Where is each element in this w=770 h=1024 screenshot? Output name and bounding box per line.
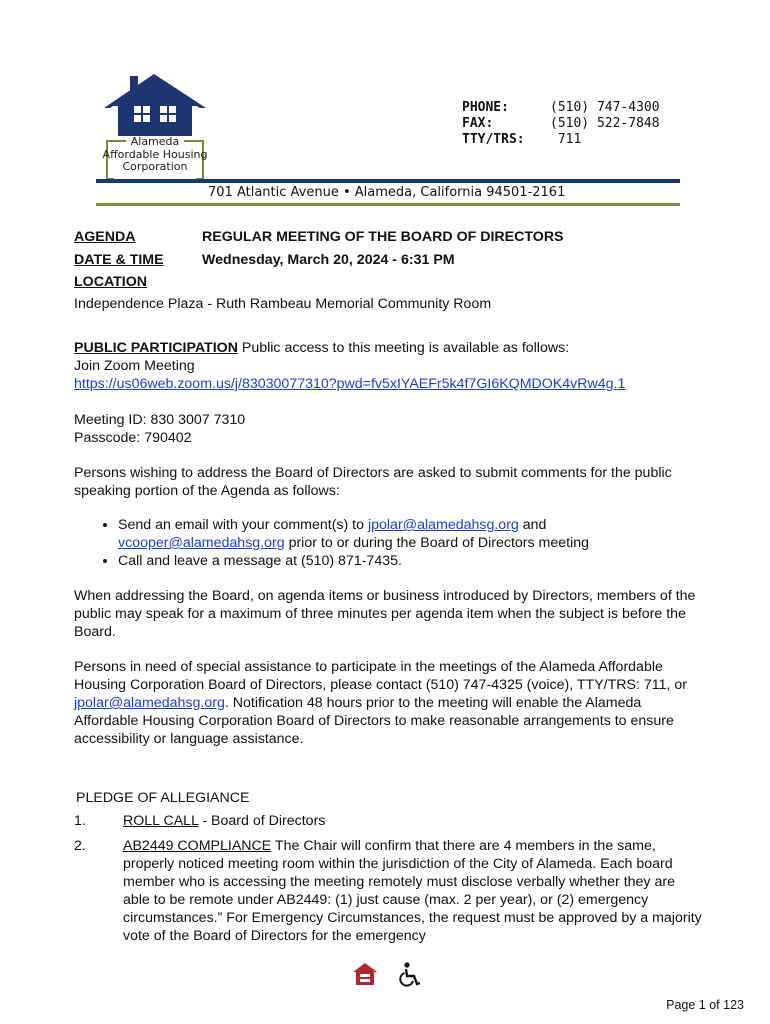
special-assistance-paragraph — [74, 658, 704, 748]
persons-wishing-paragraph: Persons wishing to address the Board of Directors are asked to submit comments for the public speaking portion of the Agenda as follows: — [74, 465, 672, 499]
item-text: - Board of Directors — [198, 813, 326, 829]
assist-text: Persons in need of special assistance to participate in the meetings of the Alameda Affordable Housing Corporation Board of Directors, please contact (510) 747-4325 (voice), TTY/TRS: 711, or — [74, 659, 687, 693]
ab2449-item — [123, 837, 703, 945]
meeting-id: Meeting ID: 830 3007 7310 — [74, 412, 246, 428]
org-address: 701 Atlantic Avenue • Alameda, California 94501-2161 — [208, 185, 566, 200]
logo-line: Corporation — [122, 160, 188, 173]
item-number: 2. — [74, 838, 86, 854]
contact-row — [462, 132, 660, 148]
contact-value: (510) 747-4300 — [550, 100, 660, 115]
agenda-label: AGENDA — [74, 229, 136, 245]
item-title: ROLL CALL — [123, 813, 199, 829]
public-participation — [74, 339, 704, 393]
equal-housing-icon — [352, 962, 378, 986]
assist-text: . Notification 48 hours prior to the meeting will enable the Alameda Affordable Housing Corporation Board of Directors to make reasonable arrangements to ensure accessibility or language assistance. — [74, 695, 674, 747]
zoom-label: Join Zoom Meeting — [74, 358, 195, 374]
email-link[interactable]: vcooper@alamedahsg.org — [118, 535, 285, 551]
bullet-text: and — [518, 517, 547, 533]
bullet-text: prior to or during the Board of Directors meeting — [284, 535, 590, 551]
pledge-heading: PLEDGE OF ALLEGIANCE — [76, 790, 250, 806]
comment-methods — [74, 516, 704, 570]
contact-label: PHONE: — [462, 100, 509, 115]
header-divider-blue — [96, 179, 680, 183]
addressing-board-paragraph: When addressing the Board, on agenda items or business introduced by Directors, members of the public may speak for a maximum of three minutes per agenda item when the subject is before the Board. — [74, 588, 696, 640]
item-number: 1. — [74, 813, 86, 829]
list-item: • Call and leave a message at (510) 871-7435. — [118, 552, 704, 570]
item-title: AB2449 COMPLIANCE — [123, 838, 272, 854]
datetime-value: Wednesday, March 20, 2024 - 6:31 PM — [202, 252, 455, 268]
logo-wordmark — [96, 136, 214, 174]
contact-label: FAX: — [462, 116, 494, 131]
passcode: Passcode: 790402 — [74, 430, 192, 446]
logo-line: Affordable Housing — [102, 147, 208, 161]
contact-row — [462, 100, 660, 116]
contact-value: (510) 522-7848 — [550, 116, 660, 131]
list-item — [118, 516, 704, 552]
roll-call-item — [123, 812, 703, 830]
contact-value: 711 — [550, 132, 582, 147]
item-text: The Chair will confirm that there are 4 members in the same, properly noticed meeting room within the jurisdiction of the City of Alameda. Each board member who is accessing the meeting remotely must disclose verbally whether they are able to be remote under AB2449: (1) just cause (max. 2 per year), or (2) emergency circumstances.” For Emergency Circumstances, the request must be approved by a majority vote of the Board of Directors for the emergency — [123, 838, 702, 944]
meeting-credentials — [74, 411, 704, 447]
bullet-text: Send an email with your comment(s) to — [118, 517, 368, 533]
email-link[interactable]: jpolar@alamedahsg.org — [367, 517, 519, 533]
location-value: Independence Plaza - Ruth Rambeau Memorial Community Room — [74, 296, 492, 312]
datetime-label: DATE & TIME — [74, 252, 164, 268]
participation-intro: Public access to this meeting is available as follows: — [237, 340, 570, 356]
location-label: LOCATION — [74, 274, 148, 290]
email-link[interactable]: jpolar@alamedahsg.org — [74, 695, 225, 711]
agenda-value: REGULAR MEETING OF THE BOARD OF DIRECTORS — [202, 229, 564, 245]
contact-label: TTY/TRS: — [462, 132, 525, 147]
page-number: Page 1 of 123 — [666, 998, 744, 1012]
contact-row — [462, 116, 660, 132]
contact-block — [462, 100, 660, 148]
zoom-link[interactable]: https://us06web.zoom.us/j/83030077310?pwd=fv5xIYAEFr5k4f7GI6KQMDOK4vRw4g.1 — [74, 376, 626, 392]
wheelchair-accessibility-icon — [398, 962, 422, 988]
footer-icons — [352, 962, 422, 988]
participation-heading: PUBLIC PARTICIPATION — [74, 340, 238, 356]
logo-line: Alameda — [130, 135, 180, 148]
header-divider-green — [96, 203, 680, 206]
